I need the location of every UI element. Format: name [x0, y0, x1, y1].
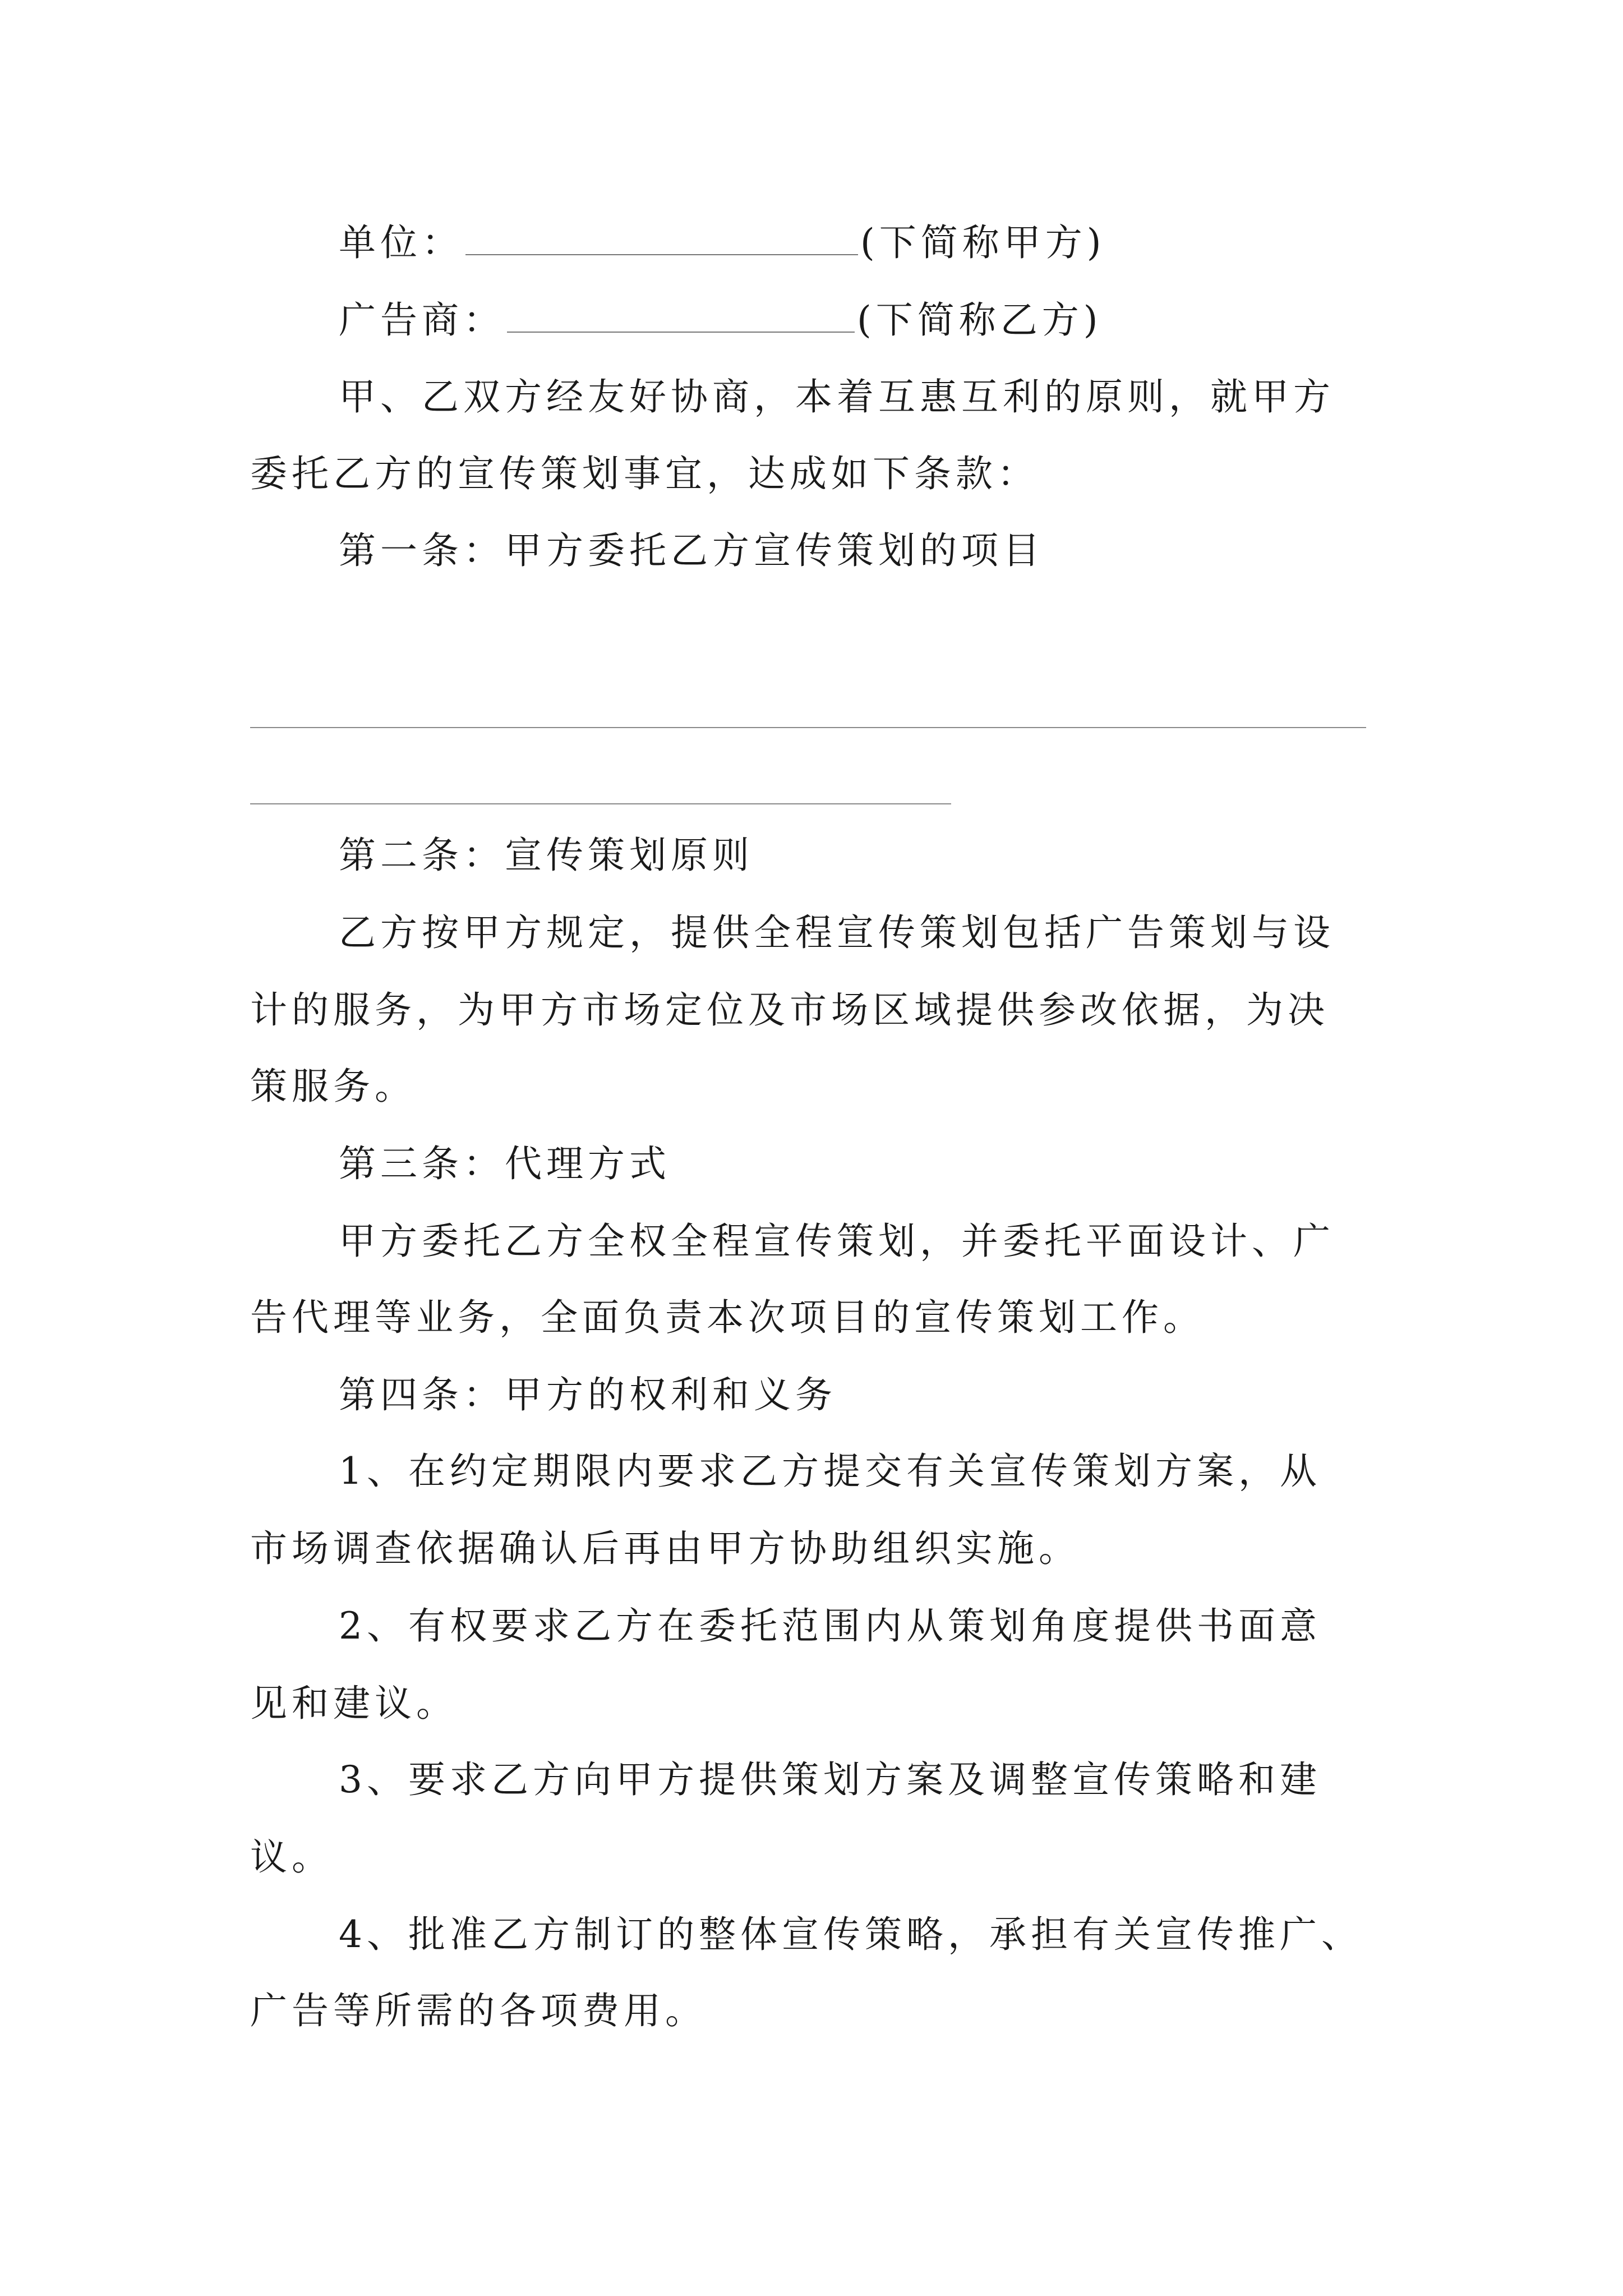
- article2-title: 第二条：宣传策划原则: [339, 834, 754, 877]
- article4-title: 第四条：甲方的权利和义务: [339, 1373, 837, 1416]
- article2-line-2: 计的服务，为甲方市场定位及市场区域提供参改依据，为决: [250, 988, 1329, 1032]
- intro-line-2: 委托乙方的宣传策划事宜，达成如下条款：: [250, 452, 1039, 495]
- article1-blank-line-2[interactable]: [250, 803, 951, 804]
- article4-item3-line-1: 3、要求乙方向甲方提供策划方案及调整宣传策略和建: [339, 1758, 1321, 1801]
- article1-title: 第一条：甲方委托乙方宣传策划的项目: [339, 529, 1044, 572]
- advertiser-field-line: [339, 295, 1103, 346]
- intro-line-1: 甲、乙双方经友好协商，本着互惠互利的原则，就甲方: [339, 375, 1335, 418]
- article4-item2-line-2: 见和建议。: [250, 1682, 458, 1725]
- advertiser-blank[interactable]: [507, 331, 855, 333]
- advertiser-label: 广告商：: [339, 298, 505, 342]
- article4-item2-line-1: 2、有权要求乙方在委托范围内从策划角度提供书面意: [339, 1604, 1321, 1648]
- unit-field-line: [339, 218, 1106, 268]
- article4-item1-line-2: 市场调查依据确认后再由甲方协助组织实施。: [250, 1527, 1080, 1570]
- article4-item3-line-2: 议。: [250, 1835, 333, 1879]
- unit-suffix: (下简称甲方): [860, 221, 1106, 264]
- article2-line-3: 策服务。: [250, 1065, 416, 1108]
- article3-title: 第三条：代理方式: [339, 1142, 671, 1185]
- article2-line-1: 乙方按甲方规定，提供全程宣传策划包括广告策划与设: [339, 911, 1335, 954]
- unit-blank[interactable]: [465, 254, 858, 255]
- article4-item4-line-2: 广告等所需的各项费用。: [250, 1989, 707, 2032]
- article3-line-2: 告代理等业务，全面负责本次项目的宣传策划工作。: [250, 1296, 1205, 1339]
- unit-label: 单位：: [339, 221, 463, 264]
- article1-blank-line-1[interactable]: [250, 727, 1366, 728]
- article4-item1-line-1: 1、在约定期限内要求乙方提交有关宣传策划方案，从: [339, 1450, 1321, 1493]
- advertiser-suffix: (下简称乙方): [857, 298, 1103, 342]
- article4-item4-line-1: 4、批准乙方制订的整体宣传策略，承担有关宣传推广、: [339, 1913, 1363, 1956]
- article3-line-1: 甲方委托乙方全权全程宣传策划，并委托平面设计、广: [339, 1220, 1335, 1263]
